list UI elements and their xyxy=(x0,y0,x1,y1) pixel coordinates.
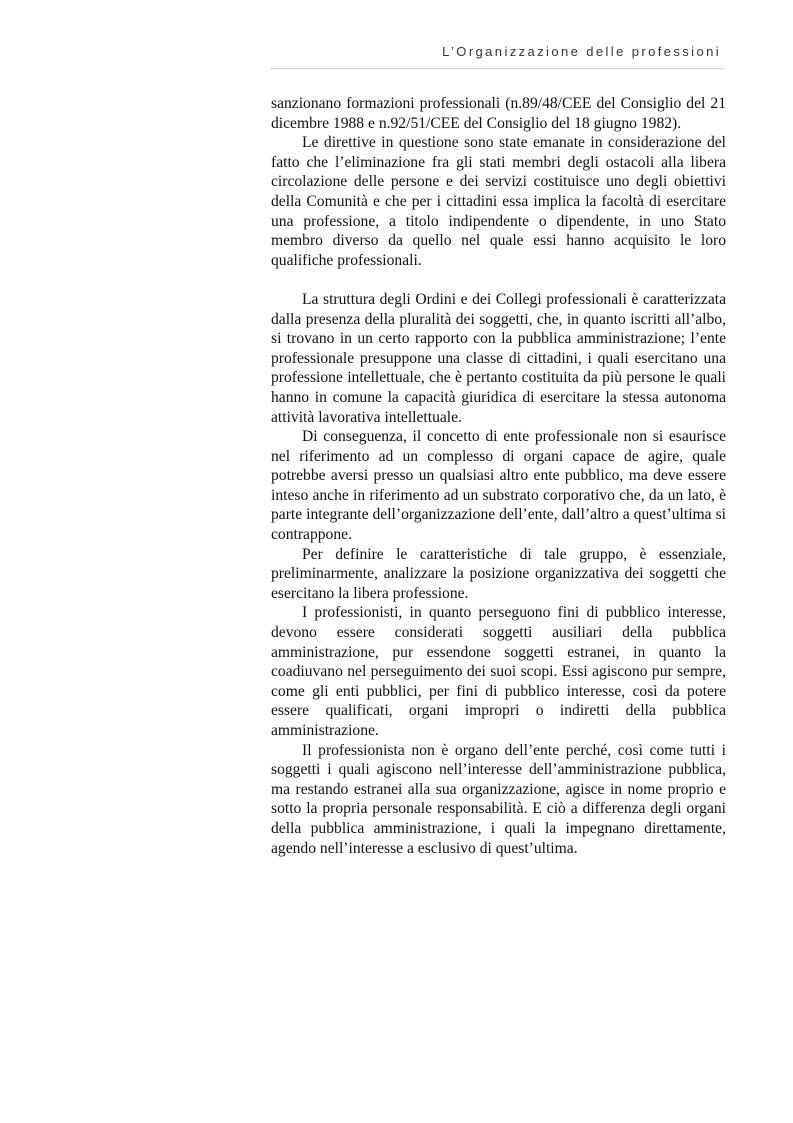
body-text xyxy=(271,94,726,858)
paragraph-professionals: I professionisti, in quanto perseguono fini di pubblico interesse, devono essere considerati soggetti ausiliari della pubblica amministrazione, pur essendone soggetti estranei, in quanto la coadiuvano nel perseguimento dei suoi scopi. Essi agiscono pur sempre, come gli enti pubblici, per fini di pubblico interesse, così da potere essere qualificati, organi impropri o indiretti della pubblica amministrazione. xyxy=(271,604,726,739)
paragraph-definition: Per definire le caratteristiche di tale gruppo, è essenziale, preliminarmente, analizzare la posizione organizzativa dei soggetti che esercitano la libera professione. xyxy=(271,545,726,602)
paragraph-structure: La struttura degli Ordini e dei Collegi professionali è caratterizzata dalla presenza della pluralità dei soggetti, che, in quanto iscritti all’albo, si trovano in un certo rapporto con la pubblica amministrazione; l’ente professionale presuppone una classe di cittadini, i quali esercitano una professione intellettuale, che è pertanto costituita da più persone le quali hanno in comune la capacità giuridica di esercitare la stessa autonoma attività lavorativa intellettuale. xyxy=(271,290,726,426)
paragraph-continuation: sanzionano formazioni professionali (n.89/48/CEE del Consiglio del 21 dicembre 1988 e n.92/51/CEE del Consiglio del 18 giugno 1982). xyxy=(271,95,726,132)
paragraph-consequence: Di conseguenza, il concetto di ente professionale non si esaurisce nel riferimento ad un complesso di organi capace de agire, quale potrebbe aversi presso un qualsiasi altro ente pubblico, ma deve essere inteso anche in riferimento ad un substrato corporativo che, da un lato, è parte integrante dell’organizzazione dell’ente, dall’altro a quest’ultima si contrappone. xyxy=(271,428,726,544)
header-rule xyxy=(270,68,724,69)
paragraph-directives: Le direttive in questione sono state emanate in considerazione del fatto che l’eliminazione fra gli stati membri degli ostacoli alla libera circolazione delle persone e dei servizi costituisce uno degli obiettivi della Comunità e che per i cittadini essa implica la facoltà di esercitare una professione, a titolo indipendente o dipendente, in uno Stato membro diverso da quello nel quale essi hanno acquisito le loro qualifiche professionali. xyxy=(271,134,726,269)
running-header: L’Organizzazione delle professioni xyxy=(442,44,721,59)
paragraph-professional-organ: Il professionista non è organo dell’ente perché, così come tutti i soggetti i quali agiscono nell’interesse dell’amministrazione pubblica, ma restando estranei alla sua organizzazione, agisce in nome proprio e sotto la propria personale responsabilità. E ciò a differenza degli organi della pubblica amministrazione, i quali la impegnano direttamente, agendo nell’interesse a esclusivo di quest’ultima. xyxy=(271,741,726,857)
